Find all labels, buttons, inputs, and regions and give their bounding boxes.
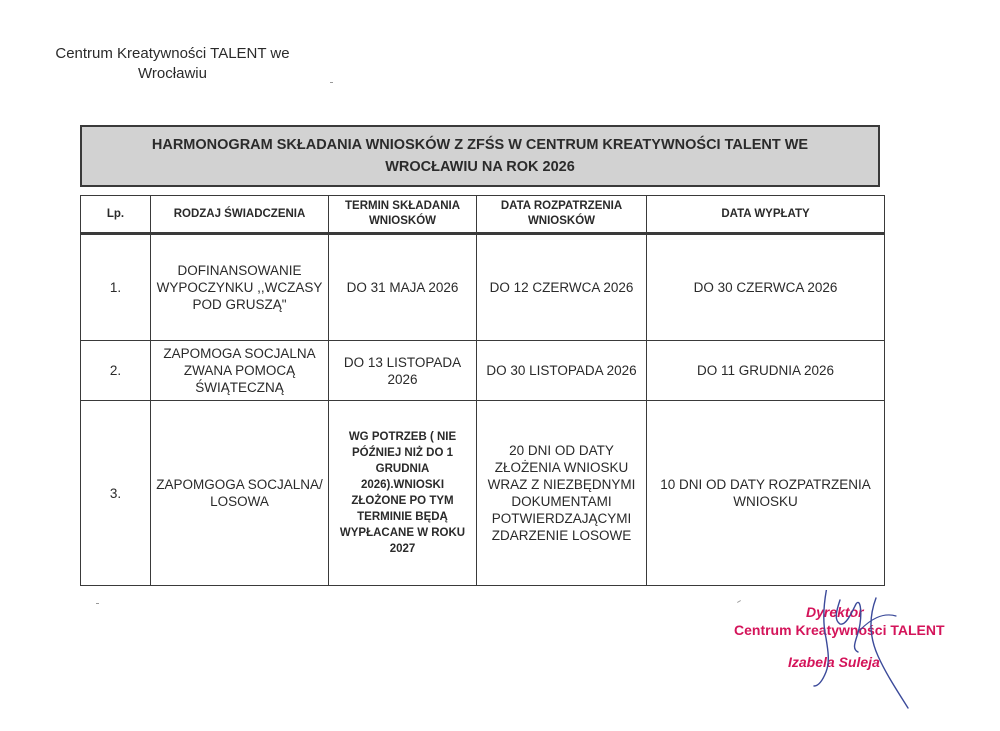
organization-name [40, 44, 305, 84]
handwritten-signature [700, 590, 980, 720]
director-stamp [700, 590, 980, 720]
table-header-row [81, 196, 885, 234]
cell-term: DO 13 LISTOPADA 2026 [329, 341, 477, 401]
cell-payout: DO 30 CZERWCA 2026 [647, 234, 885, 341]
cell-review: DO 12 CZERWCA 2026 [477, 234, 647, 341]
header-review: DATA ROZPATRZENIA WNIOSKÓW [477, 196, 647, 234]
cell-type: ZAPOMOGA SOCJALNA ZWANA POMOCĄ ŚWIĄTECZNĄ [151, 341, 329, 401]
header-lp: Lp. [81, 196, 151, 234]
document-title [100, 134, 860, 178]
header-payout: DATA WYPŁATY [647, 196, 885, 234]
cell-review: DO 30 LISTOPADA 2026 [477, 341, 647, 401]
stamp-name: Izabela Suleja [788, 654, 880, 670]
cell-lp: 3. [81, 401, 151, 586]
cell-payout: 10 DNI OD DATY ROZPATRZENIA WNIOSKU [647, 401, 885, 586]
table-row [81, 341, 885, 401]
stamp-institution: Centrum Kreatywności TALENT [734, 622, 945, 638]
cell-term: DO 31 MAJA 2026 [329, 234, 477, 341]
document-title-line-2: WROCŁAWIU NA ROK 2026 [385, 159, 575, 175]
organization-line-1: Centrum Kreatywności TALENT we [55, 45, 290, 62]
cell-type: ZAPOMGOGA SOCJALNA/ LOSOWA [151, 401, 329, 586]
document-title-box [80, 125, 880, 187]
cell-lp: 1. [81, 234, 151, 341]
organization-line-2: Wrocławiu [138, 65, 207, 82]
schedule-table [80, 195, 885, 586]
document-title-line-1: HARMONOGRAM SKŁADANIA WNIOSKÓW Z ZFŚS W CENTRUM KREATYWNOŚCI TALENT WE [151, 137, 809, 153]
table-row [81, 401, 885, 586]
header-type: RODZAJ ŚWIADCZENIA [151, 196, 329, 234]
stamp-role: Dyrektor [806, 604, 864, 620]
cell-term: WG POTRZEB ( NIE PÓŹNIEJ NIŻ DO 1 GRUDNIA 2026).WNIOSKI ZŁOŻONE PO TYM TERMINIE BĘDĄ WYPŁACANE W ROKU 2027 [329, 401, 477, 586]
scan-speck [330, 82, 333, 83]
cell-review: 20 DNI OD DATY ZŁOŻENIA WNIOSKU WRAZ Z NIEZBĘDNYMI DOKUMENTAMI POTWIERDZAJĄCYMI ZDARZENIE LOSOWE [477, 401, 647, 586]
cell-payout: DO 11 GRUDNIA 2026 [647, 341, 885, 401]
cell-type: DOFINANSOWANIE WYPOCZYNKU ,,WCZASY POD GRUSZĄ" [151, 234, 329, 341]
header-term: TERMIN SKŁADANIA WNIOSKÓW [329, 196, 477, 234]
scan-speck [96, 603, 99, 604]
table-row [81, 234, 885, 341]
cell-lp: 2. [81, 341, 151, 401]
